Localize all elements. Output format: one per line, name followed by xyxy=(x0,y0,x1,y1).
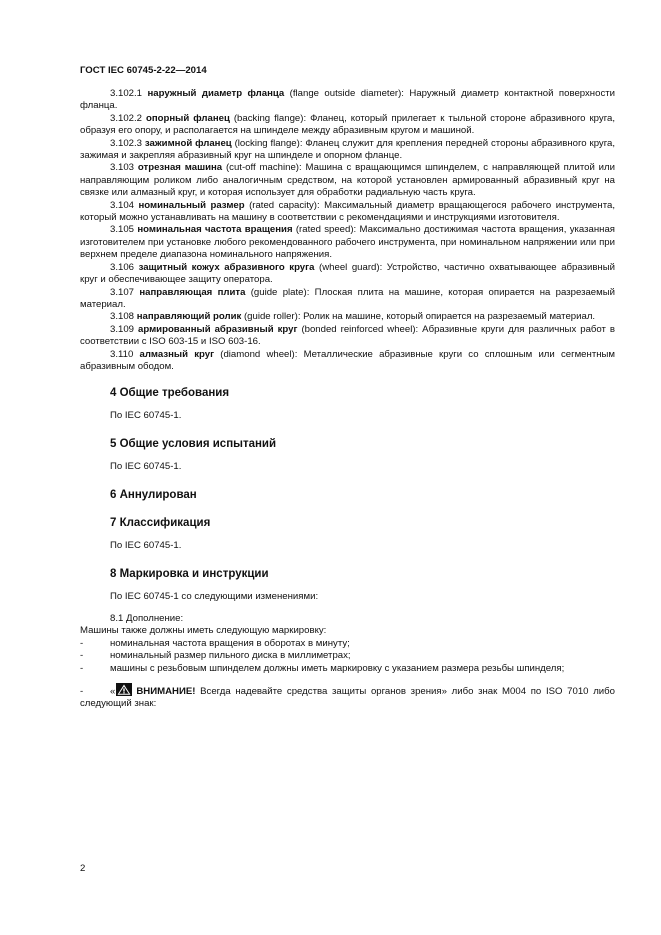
definition-term: опорный фланец xyxy=(146,112,230,124)
definition-term: алмазный круг xyxy=(139,348,215,360)
section-7-heading: 7 Классификация xyxy=(110,517,211,530)
definition-paragraph xyxy=(80,88,615,113)
list-dash: - xyxy=(80,686,84,698)
definition-paragraph xyxy=(80,349,615,374)
definition-number: 3.110 xyxy=(110,348,134,360)
definition-number: 3.102.1 xyxy=(110,88,143,99)
definitions-list xyxy=(80,88,615,373)
definition-text: (diamond wheel): Металлические абразивные круги со сплошным или сегментным абразивным ободом. xyxy=(80,348,616,372)
section-4-heading: 4 Общие требования xyxy=(110,387,230,400)
document-header: ГОСТ IEC 60745-2-22—2014 xyxy=(80,65,207,76)
definition-paragraph xyxy=(80,113,615,138)
warning-label: ВНИМАНИЕ! xyxy=(136,686,196,698)
definition-text: (bonded reinforced wheel): Абразивные круги для различных работ в соответствии с ISO 603-15 и ISO 603-16. xyxy=(80,323,616,348)
section-7-text: По IEC 60745-1. xyxy=(110,539,182,551)
definition-term: номинальная частота вращения xyxy=(137,224,293,236)
list-item xyxy=(80,638,615,650)
definition-number: 3.106 xyxy=(110,261,135,273)
list-item xyxy=(80,650,615,662)
definition-number: 3.102.3 xyxy=(110,137,143,149)
warning-open-quote: « xyxy=(110,686,116,698)
section-4-text: По IEC 60745-1. xyxy=(110,409,182,421)
definition-term: направляющий ролик xyxy=(136,311,242,323)
definition-number: 3.108 xyxy=(110,311,135,323)
definition-paragraph xyxy=(80,200,615,225)
page-number: 2 xyxy=(80,863,86,874)
definition-text: (guide roller): Ролик на машине, который опирается на разрезаемый материал. xyxy=(241,311,596,323)
definition-term: армированный абразивный круг xyxy=(138,323,298,335)
definition-number: 3.107 xyxy=(110,286,135,298)
definition-term: наружный диаметр фланца xyxy=(147,88,285,99)
definition-paragraph xyxy=(80,262,615,287)
definition-term: номинальный размер xyxy=(138,199,245,211)
definition-paragraph xyxy=(80,287,615,312)
list-dash: - xyxy=(80,662,84,674)
definition-number: 3.103 xyxy=(110,162,135,174)
definition-term: зажимной фланец xyxy=(144,137,232,149)
section-8-heading: 8 Маркировка и инструкции xyxy=(110,568,269,581)
list-dash: - xyxy=(80,637,84,649)
list-item-text: машины с резьбовым шпинделем должны иметь маркировку с указанием размера резьбы шпинделя; xyxy=(110,662,565,674)
definition-text: (wheel guard): Устройство, частично охватывающее абразивный круг и обеспечивающее защиту оператора. xyxy=(80,261,615,286)
document-body xyxy=(80,88,615,711)
warning-item xyxy=(80,683,615,711)
definition-paragraph xyxy=(80,224,615,261)
definition-term: отрезная машина xyxy=(137,162,223,174)
definition-text: (rated capacity): Максимальный диаметр вращающегося рабочего инструмента, который можно устанавливать на машину в соответствии с рекомендациями и инструкциями изготовителя. xyxy=(80,199,615,224)
definition-number: 3.104 xyxy=(110,199,135,211)
definition-paragraph xyxy=(80,311,615,323)
section-5-heading: 5 Общие условия испытаний xyxy=(110,438,277,451)
definition-paragraph xyxy=(80,324,615,349)
list-dash: - xyxy=(80,650,84,662)
list-item xyxy=(80,663,615,675)
definition-number: 3.105 xyxy=(110,224,135,236)
definition-number: 3.102.2 xyxy=(110,112,143,124)
subsection-8-1: 8.1 Дополнение: xyxy=(110,613,184,624)
marking-lead: Машины также должны иметь следующую маркировку: xyxy=(80,625,327,637)
definition-text: (guide plate): Плоская плита на машине, которая опирается на разрезаемый материал. xyxy=(80,286,615,310)
list-item-text: номинальная частота вращения в оборотах в минуту; xyxy=(110,637,350,649)
definition-text: (cut-off machine): Машина с вращающимся шпинделем, с направляющей плитой или направляющим роликом либо аналогичным средством, на которой установлен армированный абразивный круг на связке или алмазный круг, и которая использует для обработки радиальную часть круга. xyxy=(80,162,615,199)
definition-term: направляющая плита xyxy=(139,286,246,298)
list-item-text: номинальный размер пильного диска в миллиметрах; xyxy=(110,650,351,662)
definition-text: (rated speed): Максимально достижимая частота вращения, указанная изготовителем при установке любого рекомендованного рабочего инструмента, при номинальном напряжении или при верхнем пределе диапазона номинального напряжения. xyxy=(80,224,615,261)
definition-text: (flange outside diameter): Наружный диаметр контактной поверхности фланца. xyxy=(80,88,615,112)
definition-paragraph xyxy=(80,162,615,199)
definition-text: (locking flange): Фланец служит для крепления передней стороны абразивного круга, зажимая и закрепляя абразивный круг на шпинделе и опорном фланце. xyxy=(80,137,616,162)
section-8-intro: По IEC 60745-1 со следующими изменениями: xyxy=(110,590,319,602)
warning-text: Всегда надевайте средства защиты органов зрения» либо знак M004 по ISO 7010 либо следующий знак: xyxy=(80,686,615,710)
section-6-heading: 6 Аннулирован xyxy=(110,488,197,501)
warning-triangle-icon xyxy=(116,683,132,696)
definition-paragraph xyxy=(80,138,615,163)
definition-term: защитный кожух абразивного круга xyxy=(138,261,315,273)
definition-text: (backing flange): Фланец, который прилегает к тыльной стороне абразивного круга, образуя его опору, и располагается на шпинделе между абразивным кругом и машиной. xyxy=(80,112,615,137)
section-5-text: По IEC 60745-1. xyxy=(110,460,182,472)
definition-number: 3.109 xyxy=(110,323,135,335)
